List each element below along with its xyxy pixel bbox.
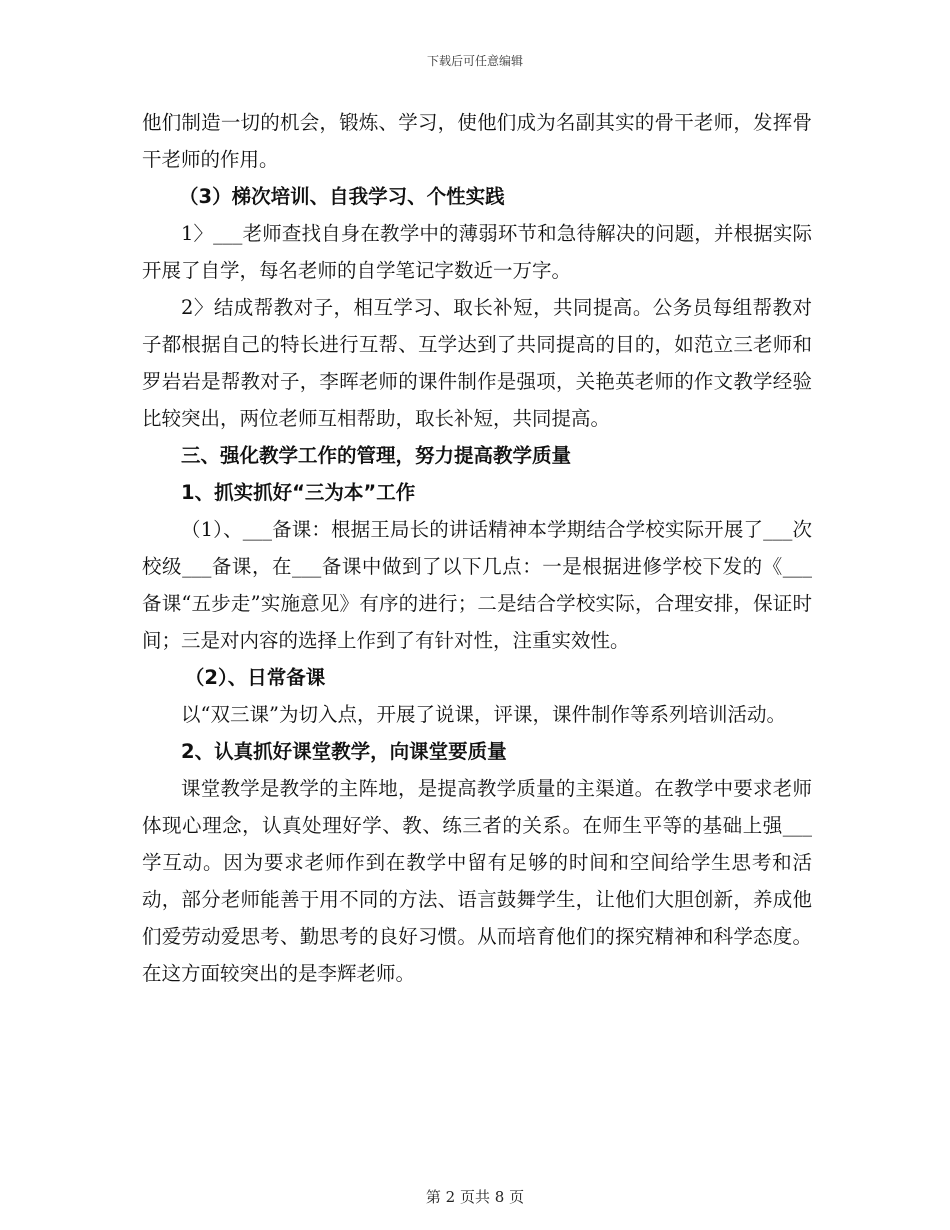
paragraph-double-three: 以“双三课”为切入点，开展了说课，评课，课件制作等系列培训活动。 bbox=[181, 703, 786, 726]
document-body bbox=[142, 104, 812, 992]
paragraph-continuation: 他们制造一切的机会，锻炼、学习，使他们成为名副其实的骨干老师，发挥骨干老师的作用。 bbox=[142, 111, 812, 171]
page-header: 下载后可任意编辑 bbox=[426, 54, 523, 68]
subheading-three-basics: 1、抓实抓好“三为本”工作 bbox=[181, 481, 416, 504]
paragraph-mentoring-pairs: 2〉结成帮教对子，相互学习、取长补短，共同提高。公务员每组帮教对子都根据自己的特长进行互帮、互学达到了共同提高的目的，如范立三老师和罗岩岩是帮教对子，李晖老师的课件制作是强项，关艳英老师的作文教学经验比较突出，两位老师互相帮助，取长补短，共同提高。 bbox=[142, 296, 812, 430]
subheading-tiered-training: （3）梯次培训、自我学习、个性实践 bbox=[179, 185, 505, 208]
subheading-daily-prep: （2）、日常备课 bbox=[184, 666, 326, 689]
paragraph-self-study: 1〉___老师查找自身在教学中的薄弱环节和急待解决的问题，并根据实际开展了自学，每名老师的自学笔记字数近一万字。 bbox=[142, 222, 812, 282]
page-footer: 第 2 页共 8 页 bbox=[425, 1188, 525, 1206]
section-heading-teaching-management: 三、强化教学工作的管理，努力提高教学质量 bbox=[181, 444, 572, 467]
subheading-classroom-teaching: 2、认真抓好课堂教学，向课堂要质量 bbox=[181, 740, 507, 763]
paragraph-lesson-prep: （1）、___备课：根据王局长的讲话精神本学期结合学校实际开展了___次校级___备课，在___备课中做到了以下几点：一是根据进修学校下发的《___备课“五步走”实施意见》有序的进行；二是结合学校实际，合理安排，保证时间；三是对内容的选择上作到了有针对性，注重实效性。 bbox=[142, 518, 812, 652]
paragraph-classroom-quality: 课堂教学是教学的主阵地，是提高教学质量的主渠道。在教学中要求老师体现心理念，认真处理好学、教、练三者的关系。在师生平等的基础上强___学互动。因为要求老师作到在教学中留有足够的时间和空间给学生思考和活动，部分老师能善于用不同的方法、语言鼓舞学生，让他们大胆创新，养成他们爱劳动爱思考、勤思考的良好习惯。从而培育他们的探究精神和科学态度。在这方面较突出的是李辉老师。 bbox=[142, 777, 812, 985]
